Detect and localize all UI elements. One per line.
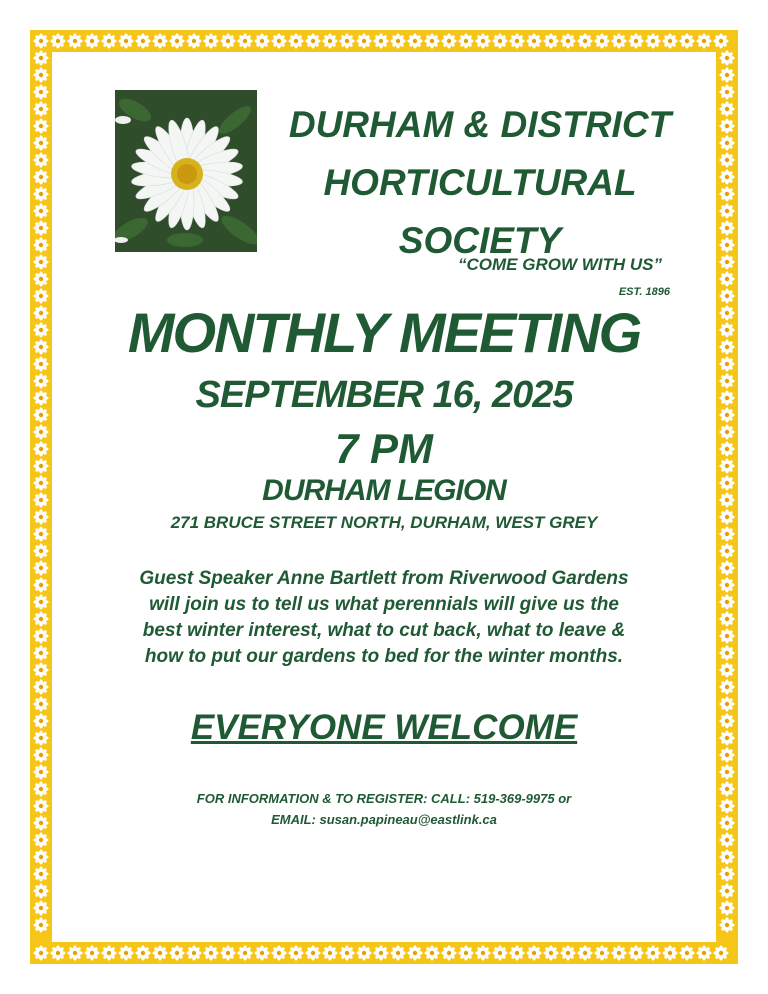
welcome-banner: EVERYONE WELCOME [190,708,578,747]
contact-info [60,788,708,830]
contact-line-1: FOR INFORMATION & TO REGISTER: CALL: 519-369-9975 or [196,791,572,806]
speaker-description [70,566,698,670]
daisy-photo [115,90,257,252]
motto: “COME GROW WITH US” [458,255,662,274]
organization-line-1: DURHAM & DISTRICT [288,104,672,145]
established-year: EST. 1896 [618,286,670,298]
event-title: MONTHLY MEETING [127,301,641,364]
organization-line-3: SOCIETY [398,220,562,261]
speaker-line-4: how to put our gardens to bed for the winter months. [144,646,624,667]
organization-line-2: HORTICULTURAL [323,162,637,203]
event-address: 271 BRUCE STREET NORTH, DURHAM, WEST GREY [170,513,598,532]
speaker-line-1: Guest Speaker Anne Bartlett from Riverwood Gardens [139,568,629,589]
organization-title [265,96,695,270]
event-venue: DURHAM LEGION [262,474,506,507]
event-date: SEPTEMBER 16, 2025 [195,374,573,416]
event-time: 7 PM [334,425,434,472]
speaker-line-3: best winter interest, what to cut back, what to leave & [142,620,626,641]
speaker-line-2: will join us to tell us what perennials will give us the [149,594,619,615]
contact-line-2: EMAIL: susan.papineau@eastlink.ca [271,812,497,827]
